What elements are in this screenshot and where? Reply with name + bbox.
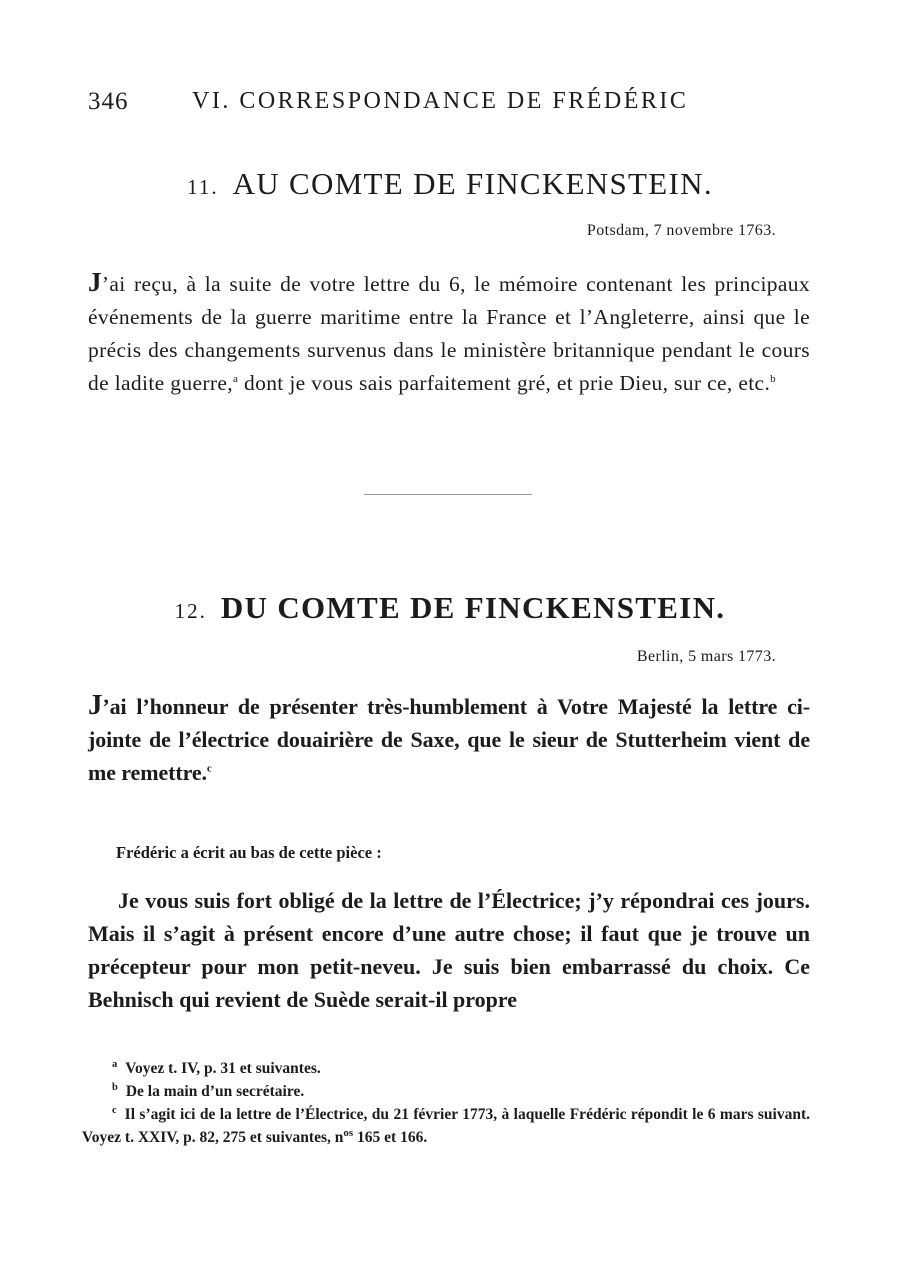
footnote-ref-c: c	[206, 762, 212, 775]
footnote-c-text-end: 165 et 166.	[353, 1129, 428, 1146]
letter-11-number: 11.	[187, 175, 219, 199]
letter-12-heading	[0, 590, 900, 626]
letter-12-number: 12.	[174, 599, 207, 623]
footnote-c-text: Il s’agit ici de la lettre de l’Électrice, du 21 février 1773, à laquelle Frédéric répondit le 6 mars suivant. Voyez t. XXIV, p. 82, 275 et suivantes, n	[82, 1106, 810, 1146]
footnote-a-text: Voyez t. IV, p. 31 et suivantes.	[125, 1060, 321, 1077]
footnote-b-mark: b	[112, 1081, 118, 1093]
letter-12-dropcap: J	[88, 689, 103, 721]
letter-12-dateline: Berlin, 5 mars 1773.	[636, 648, 776, 665]
footnote-c	[82, 1103, 810, 1149]
footnote-b-text: De la main d’un secrétaire.	[125, 1083, 305, 1100]
letter-12-title: DU COMTE DE FINCKENSTEIN.	[220, 590, 726, 625]
letter-11-heading	[0, 166, 900, 202]
footnote-ref-b: b	[770, 372, 777, 385]
letter-12-text: ’ai l’honneur de présenter très-humblement à Votre Majesté la lettre ci-jointe de l’électrice douairière de Saxe, que le sieur de Stutterheim vient de me remettre.	[88, 694, 810, 785]
letter-11-title: AU COMTE DE FINCKENSTEIN.	[232, 166, 713, 201]
letter-11-dropcap: J	[88, 267, 102, 297]
section-separator	[364, 494, 532, 495]
letter-11-text: ’ai reçu, à la suite de votre lettre du 6, le mémoire contenant les principaux événements de la guerre maritime entre la France et l’Angleterre, ainsi que le précis des changements survenus dans le ministère britannique pendant le cours de ladite guerre,	[88, 272, 810, 395]
letter-11-dateline: Potsdam, 7 novembre 1763.	[586, 222, 776, 239]
footnote-ref-a: a	[233, 372, 239, 385]
footnote-b	[82, 1080, 810, 1103]
running-head	[88, 88, 728, 122]
running-title: VI. CORRESPONDANCE DE FRÉDÉRIC	[192, 88, 689, 114]
page-number: 346	[88, 88, 129, 115]
letter-11-body	[88, 266, 810, 400]
letter-11-text-cont: dont je vous sais parfaitement gré, et prie Dieu, sur ce, etc.	[238, 371, 771, 395]
editorial-intro: Frédéric a écrit au bas de cette pièce :	[116, 843, 382, 862]
footnote-a-mark: a	[112, 1058, 118, 1070]
footnotes	[82, 1057, 810, 1149]
letter-12-body	[88, 689, 810, 789]
frederic-reply: Je vous suis fort obligé de la lettre de l’Électrice; j’y répondrai ces jours. Mais il s’agit à présent encore d’une autre chose; il faut que je trouve un précepteur pour mon petit-neveu. Je suis bien embarrassé du choix. Ce Behnisch qui revient de Suède serait-il propre	[88, 888, 810, 1012]
footnote-c-sup: os	[343, 1126, 354, 1139]
footnote-c-mark: c	[112, 1104, 117, 1116]
footnote-a	[82, 1057, 810, 1080]
